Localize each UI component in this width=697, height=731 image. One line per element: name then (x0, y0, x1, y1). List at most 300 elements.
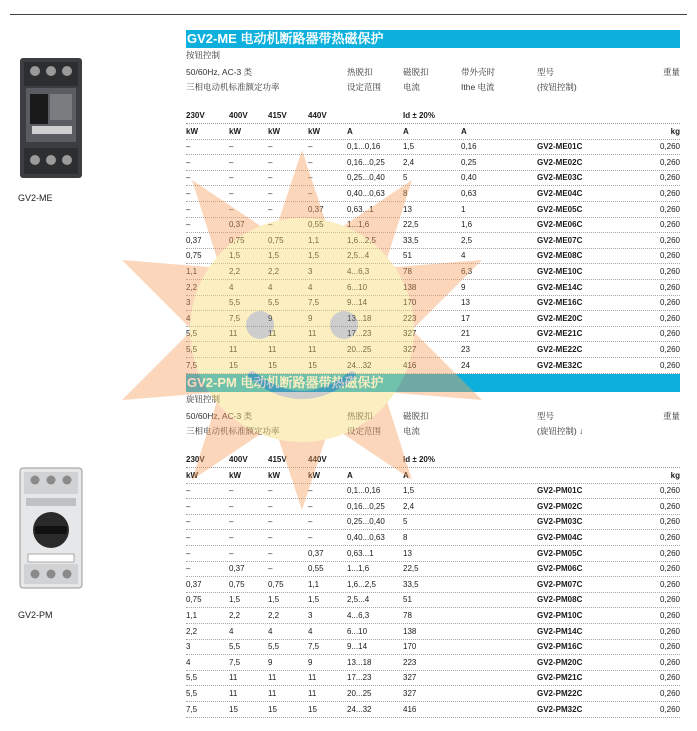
table-cell: 8 (403, 533, 408, 542)
table-cell: – (308, 142, 313, 152)
table-cell: 0,37 (229, 564, 245, 574)
table-cell: GV2-PM14C (537, 626, 583, 636)
table-cell: 9 (308, 657, 313, 667)
table-cell: – (268, 157, 273, 167)
table-cell: – (229, 501, 234, 511)
table-cell: 11 (268, 345, 277, 354)
table-cell: 24...32 (347, 360, 372, 370)
table-cell: 78 (403, 611, 412, 620)
table-cell: – (186, 548, 191, 558)
table-cell: 400V (229, 111, 248, 120)
table-row (186, 139, 680, 155)
table-cell: 1,5 (229, 251, 241, 261)
table-cell: – (186, 517, 191, 527)
table-cell: A (347, 126, 353, 136)
header-model: 型号 (537, 411, 555, 421)
table-cell: 0,63 (461, 189, 477, 198)
table-cell: 5,5 (186, 673, 198, 683)
table-cell: 17...23 (347, 329, 372, 339)
table-cell: 7,5 (308, 298, 320, 308)
table-cell: A (461, 126, 467, 136)
header-control-type: (旋钮控制) ↓ (537, 426, 584, 436)
table-cell: – (186, 157, 191, 167)
table-cell: – (308, 486, 313, 496)
table-cell: – (186, 173, 191, 183)
table-cell: 0,260 (659, 564, 680, 574)
table-cell: 9 (268, 313, 273, 323)
table-cell: 0,25...0,40 (347, 173, 385, 183)
table-cell: kW (186, 126, 198, 136)
table-cell: 0,260 (659, 235, 680, 245)
table-cell: 1 (461, 204, 466, 214)
top-rule (10, 14, 687, 15)
header-ithe-current: Ithe 电流 (461, 82, 495, 92)
table-cell: 0,1...0,16 (347, 142, 381, 152)
table-cell: 13...18 (347, 657, 372, 667)
table-row (186, 170, 680, 186)
table-cell: 170 (403, 642, 417, 652)
table-cell: kg (670, 470, 680, 480)
table-cell: 15 (308, 704, 317, 714)
table-cell: 20...25 (347, 689, 372, 698)
table-cell: 415V (268, 111, 287, 120)
table-cell: – (186, 533, 191, 542)
table-cell: – (268, 173, 273, 183)
table-cell: 416 (403, 360, 417, 370)
header-setting-range: 设定范围 (347, 426, 382, 436)
table-cell: 0,260 (659, 142, 680, 152)
table-cell: 0,260 (659, 533, 680, 542)
table-cell: 9 (461, 282, 466, 292)
table-cell: 170 (403, 298, 417, 308)
table-cell: 1,5 (229, 595, 241, 605)
table-cell: 0,260 (659, 345, 680, 354)
table-cell: 4 (186, 657, 191, 667)
table-cell: 13 (461, 298, 470, 308)
table-cell: 0,260 (659, 657, 680, 667)
table-cell: 9...14 (347, 298, 368, 308)
table-row (186, 514, 680, 530)
table-cell: 11 (268, 689, 277, 698)
table-cell: GV2-ME14C (537, 282, 583, 292)
table-cell: 5,5 (268, 642, 280, 652)
table-cell: 0,260 (659, 673, 680, 683)
table-cell: GV2-ME20C (537, 313, 583, 323)
table-cell: – (268, 142, 273, 152)
table-cell: 440V (308, 111, 327, 120)
table-cell: 1,1 (308, 235, 320, 245)
table-cell: 0,55 (308, 564, 324, 574)
table-cell: GV2-ME16C (537, 298, 583, 308)
table-cell: – (229, 142, 234, 152)
table-cell: 15 (268, 704, 277, 714)
table-cell: 0,260 (659, 267, 680, 276)
table-cell: GV2-ME05C (537, 204, 583, 214)
table-cell: 13 (403, 204, 412, 214)
table-cell: 21 (461, 329, 470, 339)
table-cell: – (308, 157, 313, 167)
table-cell: 24...32 (347, 704, 372, 714)
header-weight: 重量 (662, 411, 680, 421)
table-cell: – (308, 501, 313, 511)
table-cell: 0,260 (659, 486, 680, 496)
table-row (186, 561, 680, 577)
unit-header-row (186, 124, 680, 140)
table-cell: 3 (308, 611, 313, 620)
table-cell: 0,25...0,40 (347, 517, 385, 527)
table-cell: 1,6...2,5 (347, 579, 376, 589)
header-current: 电流 (403, 426, 421, 436)
table-row (186, 342, 680, 358)
table-cell: 0,260 (659, 329, 680, 339)
table-cell: 223 (403, 657, 417, 667)
table-cell: 0,260 (659, 579, 680, 589)
table-cell: 0,260 (659, 626, 680, 636)
table-cell: 33,5 (403, 235, 419, 245)
table-cell: 1,1 (186, 267, 198, 276)
table-cell: 11 (229, 689, 238, 698)
table-cell: 6,3 (461, 267, 473, 276)
table-cell: 17 (461, 313, 470, 323)
table-cell: GV2-ME10C (537, 267, 583, 276)
table-cell: 51 (403, 251, 412, 261)
table-cell: 4...6,3 (347, 267, 370, 276)
table-cell: 5,5 (186, 689, 198, 698)
table-cell: – (268, 220, 273, 230)
table-cell: 7,5 (186, 704, 198, 714)
table-row (186, 702, 680, 718)
table-cell: 0,260 (659, 642, 680, 652)
table-cell: – (229, 548, 234, 558)
table-cell: 1,5 (268, 595, 280, 605)
table-cell: 2,5...4 (347, 595, 370, 605)
table-row (186, 217, 680, 233)
table-cell: – (268, 501, 273, 511)
table-cell: – (268, 548, 273, 558)
table-cell: 4 (308, 282, 313, 292)
table-cell: 0,260 (659, 501, 680, 511)
table-cell: 400V (229, 455, 248, 464)
table-cell: GV2-PM32C (537, 704, 583, 714)
table-cell: 1...1,6 (347, 220, 370, 230)
table-cell: 15 (229, 360, 238, 370)
table-cell: – (186, 564, 191, 574)
table-cell: 0,37 (308, 204, 324, 214)
table-cell: 5,5 (229, 642, 241, 652)
table-cell: 327 (403, 329, 417, 339)
table-cell: 1...1,6 (347, 564, 370, 574)
table-cell: 5 (403, 517, 408, 527)
table-row (186, 499, 680, 515)
table-cell: GV2-ME01C (537, 142, 583, 152)
table-row (186, 264, 680, 280)
table-cell: GV2-ME02C (537, 157, 583, 167)
table-cell: 13 (403, 548, 412, 558)
table-cell: 4 (229, 282, 234, 292)
table-cell: Id ± 20% (403, 111, 435, 120)
table-cell: 0,75 (186, 595, 202, 605)
table-cell: GV2-ME03C (537, 173, 583, 183)
table-cell: 0,75 (268, 235, 284, 245)
header-weight: 重量 (662, 67, 680, 77)
table-cell: – (268, 486, 273, 496)
table-cell: GV2-ME08C (537, 251, 583, 261)
table-cell: 0,260 (659, 548, 680, 558)
table-row (186, 546, 680, 562)
table-cell: 5,5 (229, 298, 241, 308)
table-cell: GV2-ME32C (537, 360, 583, 370)
table-cell: kg (670, 126, 680, 136)
table-cell: – (308, 173, 313, 183)
table-cell: 11 (229, 345, 238, 354)
header-thermal-trip: 热脱扣 (347, 411, 373, 421)
table-row (186, 670, 680, 686)
table-cell: – (229, 486, 234, 496)
gv2-me-caption: GV2-ME (18, 193, 53, 203)
table-cell: 2,4 (403, 157, 415, 167)
gv2-pm-subtitle: 旋钮控制 (186, 394, 221, 404)
table-cell: 0,260 (659, 704, 680, 714)
table-cell: 2,2 (268, 611, 280, 620)
table-cell: 0,75 (229, 235, 245, 245)
table-cell: GV2-ME04C (537, 189, 583, 198)
table-cell: 7,5 (186, 360, 198, 370)
table-cell: 0,75 (229, 579, 245, 589)
table-cell: 0,63...1 (347, 548, 374, 558)
table-cell: GV2-PM06C (537, 564, 583, 574)
table-cell: 4 (229, 626, 234, 636)
table-cell: 0,75 (186, 251, 202, 261)
table-cell: 327 (403, 673, 417, 683)
gv2-pm-product-image (18, 466, 84, 590)
table-cell: 0,40...0,63 (347, 533, 385, 542)
table-cell: 4 (461, 251, 466, 261)
header-category: 50/60Hz, AC-3 类 (186, 411, 253, 421)
table-cell: 327 (403, 689, 417, 698)
table-cell: kW (229, 470, 241, 480)
table-cell: 1,5 (268, 251, 280, 261)
table-cell: – (268, 204, 273, 214)
table-row (186, 358, 680, 374)
gv2-me-subtitle: 按钮控制 (186, 50, 221, 60)
table-cell: 11 (308, 689, 317, 698)
table-row (186, 686, 680, 702)
voltage-header-row (186, 108, 680, 124)
table-cell: 11 (308, 673, 317, 683)
table-cell: 23 (461, 345, 470, 354)
gv2-me-section-title: GV2-ME 电动机断路器带热磁保护 (186, 30, 680, 48)
table-cell: 0,37 (186, 235, 202, 245)
table-cell: 0,260 (659, 360, 680, 370)
table-cell: 3 (308, 267, 313, 276)
header-model: 型号 (537, 67, 555, 77)
table-cell: – (229, 189, 234, 198)
table-cell: 0,37 (229, 220, 245, 230)
table-cell: 440V (308, 455, 327, 464)
header-motor-power: 三相电动机标准额定功率 (186, 426, 280, 436)
table-cell: 0,16 (461, 142, 477, 152)
table-row (186, 530, 680, 546)
table-cell: GV2-PM21C (537, 673, 583, 683)
table-cell: 7,5 (229, 657, 241, 667)
table-cell: 0,260 (659, 204, 680, 214)
table-cell: 223 (403, 313, 417, 323)
table-cell: 5,5 (186, 329, 198, 339)
table-cell: 416 (403, 704, 417, 714)
header-control-type: (按钮控制) (537, 82, 577, 92)
table-cell: 0,63...1 (347, 204, 374, 214)
table-row (186, 639, 680, 655)
table-cell: 0,16...0,25 (347, 501, 385, 511)
table-cell: 1,6 (461, 220, 473, 230)
unit-header-row (186, 468, 680, 484)
table-cell: 13...18 (347, 313, 372, 323)
table-cell: 0,260 (659, 157, 680, 167)
table-cell: – (229, 533, 234, 542)
table-cell: 78 (403, 267, 412, 276)
table-cell: Id ± 20% (403, 455, 435, 464)
table-row (186, 577, 680, 593)
table-cell: – (308, 189, 313, 198)
table-cell: – (308, 533, 313, 542)
gv2-pm-caption: GV2-PM (18, 610, 53, 620)
table-cell: 2,2 (186, 282, 198, 292)
table-cell: 20...25 (347, 345, 372, 354)
table-row (186, 608, 680, 624)
header-current: 电流 (403, 82, 421, 92)
table-cell: – (186, 220, 191, 230)
table-cell: – (268, 564, 273, 574)
table-cell: 1,1 (308, 579, 320, 589)
header-thermal-trip: 热脱扣 (347, 67, 373, 77)
table-cell: 0,40 (461, 173, 477, 183)
table-cell: 2,5 (461, 235, 473, 245)
table-row (186, 592, 680, 608)
table-cell: 0,260 (659, 251, 680, 261)
table-cell: A (347, 470, 353, 480)
table-cell: – (268, 533, 273, 542)
table-cell: 7,5 (229, 313, 241, 323)
table-cell: GV2-PM01C (537, 486, 583, 496)
table-cell: kW (268, 470, 280, 480)
table-cell: 0,260 (659, 313, 680, 323)
header-category: 50/60Hz, AC-3 类 (186, 67, 253, 77)
table-row (186, 202, 680, 218)
table-cell: 0,37 (186, 579, 202, 589)
table-cell: kW (308, 470, 320, 480)
table-cell: GV2-PM10C (537, 611, 583, 620)
table-row (186, 311, 680, 327)
table-cell: 2,2 (268, 267, 280, 276)
table-cell: 11 (268, 673, 277, 683)
table-cell: 327 (403, 345, 417, 354)
table-cell: kW (186, 470, 198, 480)
table-cell: 0,260 (659, 173, 680, 183)
table-cell: – (186, 204, 191, 214)
table-cell: 0,1...0,16 (347, 486, 381, 496)
table-cell: 22,5 (403, 220, 419, 230)
table-row (186, 280, 680, 296)
table-cell: 11 (268, 329, 277, 339)
table-cell: GV2-PM07C (537, 579, 583, 589)
table-cell: kW (229, 126, 241, 136)
table-cell: 11 (229, 329, 238, 339)
table-cell: GV2-PM04C (537, 533, 583, 542)
table-cell: – (308, 517, 313, 527)
table-cell: A (403, 126, 409, 136)
gv2-me-product-image (18, 56, 84, 180)
table-cell: GV2-PM22C (537, 689, 583, 698)
table-cell: GV2-ME22C (537, 345, 583, 354)
table-cell: 4 (186, 313, 191, 323)
table-cell: – (186, 189, 191, 198)
table-cell: GV2-PM03C (537, 517, 583, 527)
table-cell: 0,260 (659, 517, 680, 527)
table-row (186, 326, 680, 342)
table-cell: 0,260 (659, 595, 680, 605)
table-cell: 0,260 (659, 611, 680, 620)
table-cell: GV2-PM05C (537, 548, 583, 558)
table-cell: 4 (268, 626, 273, 636)
table-cell: 6...10 (347, 626, 368, 636)
table-cell: GV2-ME07C (537, 235, 583, 245)
table-cell: 11 (229, 673, 238, 683)
table-row (186, 483, 680, 499)
table-cell: 0,260 (659, 298, 680, 308)
table-cell: 2,4 (403, 501, 415, 511)
table-row (186, 233, 680, 249)
table-cell: 4...6,3 (347, 611, 370, 620)
table-row (186, 655, 680, 671)
table-cell: 1,5 (403, 142, 415, 152)
header-enclosure: 带外壳时 (461, 67, 496, 77)
table-cell: A (403, 470, 409, 480)
table-cell: 24 (461, 360, 470, 370)
table-cell: 0,40...0,63 (347, 189, 385, 198)
gv2-pm-section (186, 374, 680, 714)
table-cell: 230V (186, 111, 205, 120)
table-cell: GV2-PM16C (537, 642, 583, 652)
gv2-pm-section-title: GV2-PM 电动机断路器带热磁保护 (186, 374, 680, 392)
table-cell: GV2-ME21C (537, 329, 583, 339)
table-cell: 3 (186, 298, 191, 308)
gv2-me-section (186, 30, 680, 370)
table-cell: 33,5 (403, 579, 419, 589)
table-cell: 0,260 (659, 689, 680, 698)
table-cell: 0,55 (308, 220, 324, 230)
table-cell: 9...14 (347, 642, 368, 652)
table-cell: GV2-PM08C (537, 595, 583, 605)
table-row (186, 295, 680, 311)
table-cell: kW (268, 126, 280, 136)
table-cell: 15 (229, 704, 238, 714)
table-cell: 2,2 (229, 611, 241, 620)
table-cell: GV2-PM20C (537, 657, 583, 667)
table-cell: 4 (308, 626, 313, 636)
table-cell: kW (308, 126, 320, 136)
table-cell: 17...23 (347, 673, 372, 683)
table-cell: 5 (403, 173, 408, 183)
table-row (186, 624, 680, 640)
table-cell: 15 (268, 360, 277, 370)
table-cell: 138 (403, 282, 417, 292)
table-cell: – (186, 142, 191, 152)
table-cell: – (186, 486, 191, 496)
table-cell: 0,260 (659, 220, 680, 230)
table-cell: – (229, 157, 234, 167)
table-cell: – (268, 517, 273, 527)
table-cell: 415V (268, 455, 287, 464)
